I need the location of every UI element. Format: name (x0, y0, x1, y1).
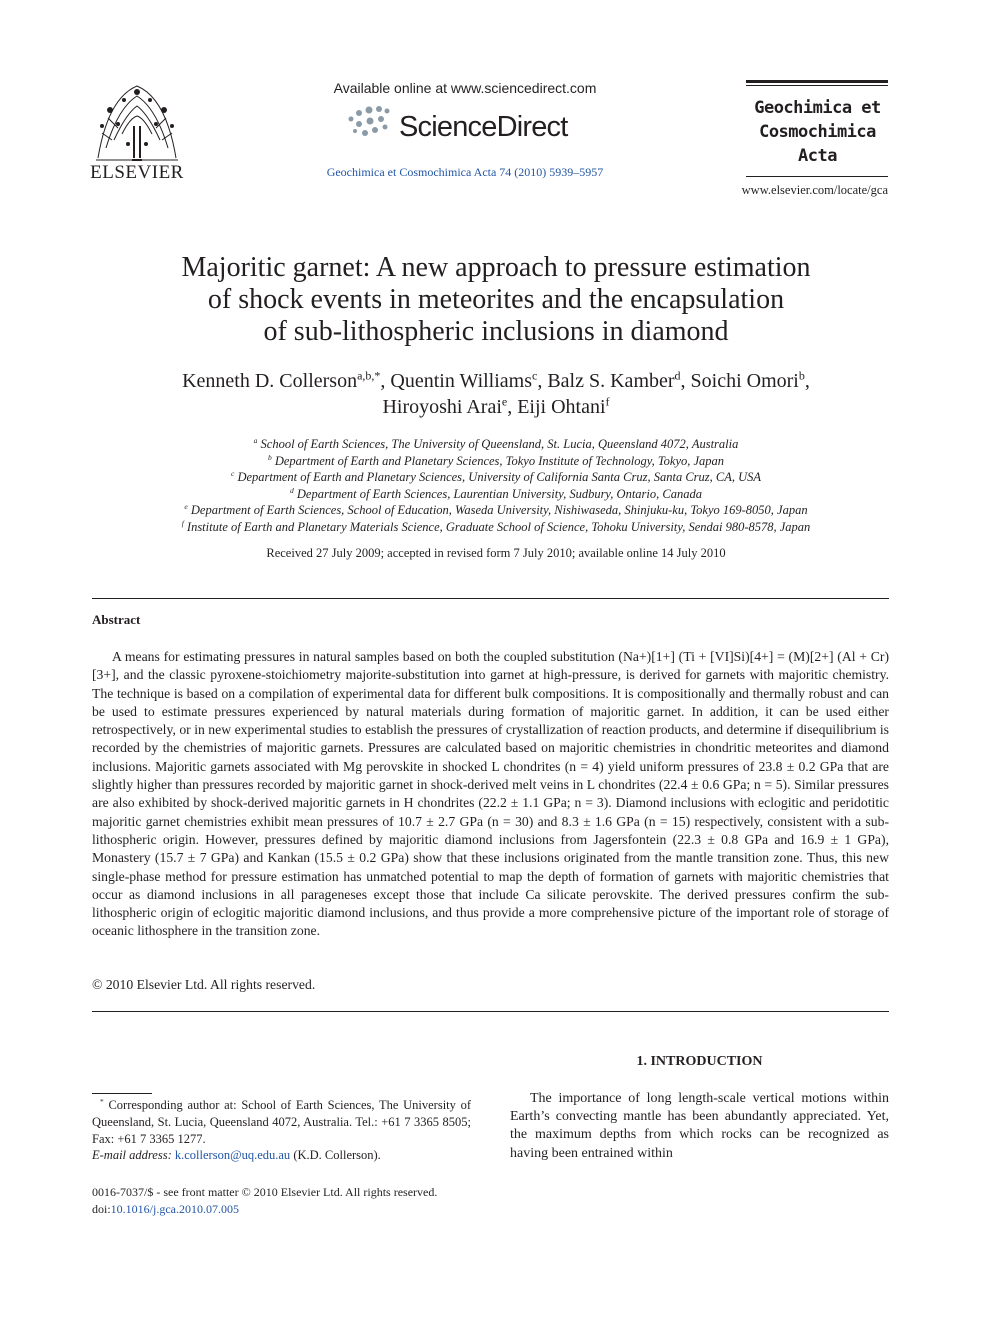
journal-url-link[interactable]: www.elsevier.com/locate/gca (741, 183, 888, 197)
doi-link[interactable]: 10.1016/j.gca.2010.07.005 (110, 1201, 239, 1216)
doi-line: doi:10.1016/j.gca.2010.07.005 (92, 1201, 239, 1216)
affiliation: $^d$ Department of Earth Sciences, Laurentian University, Sudbury, Ontario, Canada (290, 485, 702, 501)
corresponding-author-footnote (92, 1097, 471, 1164)
author-line-1: Kenneth D. Collerson$^{a,b,*}$, Quentin Williams$^c$, Balz S. Kamber$^d$, Soichi Omori$^b$, (182, 368, 810, 392)
journal-title (740, 96, 895, 168)
affiliation: $^b$ Department of Earth and Planetary Sciences, Tokyo Institute of Technology, Tokyo, Japan (267, 452, 725, 468)
email-suffix: (K.D. Collerson). (293, 1148, 381, 1163)
email-label: E-mail address: (92, 1148, 172, 1163)
journal-title-line: Acta (798, 146, 837, 166)
author-name[interactable]: Soichi Omori (690, 370, 799, 392)
email-link[interactable]: k.collerson@uq.edu.au (174, 1148, 291, 1163)
affiliations (80, 436, 912, 536)
author-affiliation-marker[interactable]: a,b,* (357, 368, 381, 383)
author-line-2: Hiroyoshi Arai$^e$, Eiji Ohtani$^f$ (382, 394, 610, 418)
author-affiliation-marker[interactable]: b (798, 368, 805, 383)
abstract-rule-top (92, 598, 889, 599)
author-affiliation-marker[interactable]: e (501, 394, 508, 409)
journal-title-line: Geochimica et (754, 98, 881, 118)
author-affiliation-marker[interactable]: d (674, 368, 681, 383)
article-history: Received 27 July 2009; accepted in revised form 7 July 2010; available online 14 July 2010 (266, 546, 726, 560)
author-list (80, 368, 912, 420)
author-name[interactable]: Kenneth D. Collerson (182, 370, 358, 392)
abstract-rule-bottom (92, 1011, 889, 1012)
footnote-marker: * (100, 1096, 104, 1106)
author-name[interactable]: Balz S. Kamber (547, 370, 675, 392)
title-line: of shock events in meteorites and the encapsulation (207, 284, 785, 315)
journal-title-line: Cosmochimica (759, 122, 876, 142)
article-title (80, 252, 912, 348)
masthead-rule (746, 80, 888, 83)
abstract-heading: Abstract (92, 612, 141, 627)
footnote-rule (92, 1093, 152, 1094)
journal-reference-link[interactable]: Geochimica et Cosmochimica Acta 74 (2010) 5939–5957 (326, 165, 604, 179)
affiliation: $^a$ School of Earth Sciences, The University of Queensland, St. Lucia, Queensland 4072, Australia (253, 435, 739, 451)
masthead-rule-bottom (746, 176, 888, 177)
sciencedirect-dots-icon (349, 106, 390, 136)
author-name[interactable]: Quentin Williams (390, 370, 533, 392)
author-name[interactable]: Hiroyoshi Arai (382, 396, 502, 418)
title-line: Majoritic garnet: A new approach to pressure estimation (181, 252, 811, 283)
introduction-paragraph: The importance of long length-scale vertical motions within Earth’s convecting mantle has been abundantly appreciated. Yet, the maximum depths from which rocks can be recognized as having been entrained within (510, 1091, 889, 1161)
affiliation: $^f$ Institute of Earth and Planetary Materials Science, Graduate School of Science, Tohoku University, Sendai 980-8578, Japan (181, 518, 811, 534)
publisher-name: ELSEVIER (90, 162, 184, 183)
title-line: of sub-lithospheric inclusions in diamond (263, 316, 729, 347)
footnote-text: Corresponding author at: School of Earth Sciences, The University of Queensland, St. Lucia, Queensland 4072, Australia. Tel.: +61 7 3365 8505; Fax: +61 7 3365 1277. (92, 1098, 472, 1146)
sciencedirect-wordmark: ScienceDirect (399, 111, 568, 143)
author-affiliation-marker[interactable]: f (605, 394, 610, 409)
sciencedirect-logo (345, 103, 585, 143)
masthead-rule-thin (746, 85, 888, 86)
front-matter (92, 1184, 512, 1217)
author-name[interactable]: Eiji Ohtani (517, 396, 606, 418)
abstract-copyright: © 2010 Elsevier Ltd. All rights reserved. (92, 977, 316, 992)
issn-line: 0016-7037/$ - see front matter © 2010 Elsevier Ltd. All rights reserved. (92, 1185, 438, 1199)
available-online: Available online at www.sciencedirect.com (333, 80, 597, 96)
affiliation: $^e$ Department of Earth Sciences, School of Education, Waseda University, Nishiwaseda, Shinjuku-ku, Tokyo 169-8050, Japan (184, 502, 808, 518)
author-affiliation-marker[interactable]: c (532, 368, 538, 383)
abstract-body: A means for estimating pressures in natural samples based on both the coupled substitution (Na+)[1+] (Ti + [VI]Si)[4+] = (M)[2+] (Al + Cr)[3+], and the classic pyroxene-stoichiometry majorite-substitution into garnet at high-pressure, is derived for garnets with majoritic chemistry. The technique is based on a compilation of experimental data for different bulk compositions. It is compositionally and thermally robust and can be used to estimate pressures experienced by natural materials during formation of majoritic garnet. In addition, it can be used either retrospectively, or in new experimental studies to establish the pressures of crystallization of reaction products, and determine if disequilibrium is recorded by the chemistries of majoritic garnets. Pressures are calculated based on majoritic chemistries in chondritic meteorites and diamond inclusions. Majoritic garnets associated with Mg perovskite in shocked L chondrites (n = 4) yield uniform pressures of 23.8 ± 0.2 GPa that are slightly higher than pressures recorded by majoritic garnet in shock-derived melt veins in L chondrites (22.4 ± 0.6 GPa; n = 5). Similar pressures are also exhibited by shock-derived majoritic garnets in H chondrites (22.2 ± 1.1 GPa; n = 3). Diamond inclusions with eclogitic and peridotitic majoritic garnet chemistries exhibit mean pressures of 10.7 ± 2.7 GPa (n = 30) and 8.3 ± 1.6 GPa (n = 15) respectively, consistent with a sub-lithospheric origin. However, pressures defined by majoritic diamond inclusions from Jagersfontein (22.3 ± 0.8 GPa and 16.9 ± 1 GPa), Monastery (15.7 ± 7 GPa) and Kankan (15.5 ± 0.2 GPa) show that these inclusions originated from the mantle transition zone. Thus, this new single-phase method for pressure estimation has unmatched potential to map the depth of formation of garnets with majoritic chemistries that occur as diamond inclusions in all parageneses except those that include Ca silicate perovskite. The derived pressures confirm the sub-lithospheric origin of eclogitic majoritic diamond inclusions, and thus provide a more comprehensive picture of the important role of storage of oceanic lithosphere in the transition zone. (92, 649, 889, 939)
affiliation: $^c$ Department of Earth and Planetary Sciences, University of California Santa Cruz, Santa Cruz, CA, USA (230, 469, 762, 485)
section-heading-introduction: 1. INTRODUCTION (636, 1054, 763, 1069)
